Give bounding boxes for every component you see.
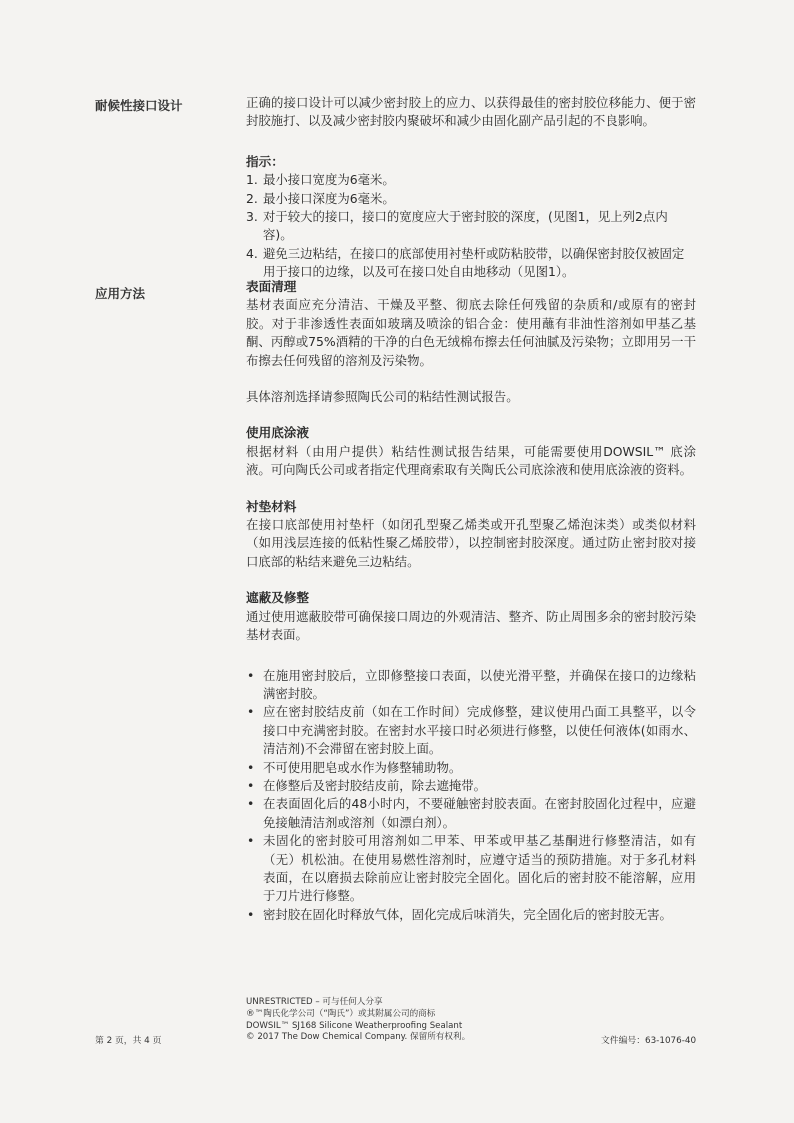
surface-cleaning-text: 基材表面应充分清洁、干燥及平整、彻底去除任何残留的杂质和/或原有的密封胶。对于非渗透性表面如玻璃及喷涂的铝合金：使用蘸有非油性溶剂如甲基乙基酮、丙醇或75%酒精的干净的白色无绒棉布擦去任何油腻及污染物；立即用另一干布擦去任何残留的溶剂及污染物。	[246, 297, 696, 368]
document-number: 文件编号：63-1076-40	[601, 1036, 697, 1046]
instruction-number: 1.	[246, 172, 258, 188]
bullet-icon: •	[247, 906, 255, 922]
backing-material-title: 衬垫材料	[246, 498, 297, 514]
masking-title: 遮蔽及修整	[246, 590, 309, 606]
bullet-icon: •	[247, 667, 255, 683]
primer-text: 根据材料（由用户提供）粘结性测试报告结果，可能需要使用DOWSIL™ 底涂液。可向陶氏公司或者指定代理商索取有关陶氏公司底涂液和使用底涂液的资料。	[246, 443, 696, 478]
list-item	[246, 777, 696, 795]
solvent-reference-text: 具体溶剂选择请参照陶氏公司的粘结性测试报告。	[246, 389, 519, 405]
list-item-text: 在施用密封胶后，立即修整接口表面，以使光滑平整，并确保在接口的边缘粘满密封胶。	[263, 667, 696, 701]
list-item	[246, 703, 696, 758]
backing-material-text: 在接口底部使用衬垫杆（如闭孔型聚乙烯类或开孔型聚乙烯泡沫类）或类似材料（如用浅层连接的低粘性聚乙烯胶带），以控制密封胶深度。通过防止密封胶对接口底部的粘结来避免三边粘结。	[246, 517, 696, 569]
instruction-text: 最小接口宽度为6毫米。	[263, 172, 395, 188]
footer-copyright: © 2017 The Dow Chemical Company. 保留所有权利。	[246, 1032, 471, 1043]
instructions-list	[246, 171, 696, 281]
instruction-item	[246, 171, 696, 189]
instruction-text: 避免三边粘结，在接口的底部使用衬垫杆或防粘胶带，以确保密封胶仅被固定用于接口的边缘，以及可在接口处自由地移动（见图1）。	[263, 245, 685, 280]
list-item-text: 密封胶在固化时释放气体，固化完成后味消失，完全固化后的密封胶无害。	[263, 906, 672, 922]
list-item	[246, 832, 696, 906]
list-item	[246, 795, 696, 832]
joint-design-intro: 正确的接口设计可以减少密封胶上的应力、以获得最佳的密封胶位移能力、便于密封胶施打、以及减少密封胶内聚破坏和减少由固化副产品引起的不良影响。	[246, 95, 696, 129]
application-method-body	[246, 278, 696, 924]
instruction-text: 最小接口深度为6毫米。	[263, 190, 395, 206]
footer-product-name: DOWSIL™ SJ168 Silicone Weatherproofing Sealant	[246, 1020, 463, 1031]
page-footer	[246, 997, 470, 1044]
bullet-icon: •	[247, 759, 255, 775]
list-item-text: 不可使用肥皂或水作为修整辅助物。	[263, 759, 462, 775]
tooling-bullet-list	[246, 667, 696, 925]
surface-cleaning-title: 表面清理	[246, 279, 297, 294]
instruction-item	[246, 245, 696, 282]
list-item	[246, 667, 696, 704]
page-number: 第 2 页，共 4 页	[95, 1036, 162, 1046]
instructions-title: 指示：	[246, 153, 284, 169]
masking-text: 通过使用遮蔽胶带可确保接口周边的外观清洁、整齐、防止周围多余的密封胶污染基材表面。	[246, 608, 696, 643]
instruction-text: 对于较大的接口，接口的宽度应大于密封胶的深度，(见图1，见上列2点内容)。	[263, 209, 668, 243]
primer-title: 使用底涂液	[246, 425, 309, 441]
instruction-number: 4.	[246, 245, 258, 261]
section-heading-joint-design: 耐候性接口设计	[95, 98, 183, 113]
footer-classification: UNRESTRICTED – 可与任何人分享	[246, 997, 383, 1007]
list-item	[246, 906, 696, 924]
instruction-item	[246, 190, 696, 208]
list-item	[246, 759, 696, 777]
instruction-number: 2.	[246, 190, 258, 206]
instruction-item	[246, 208, 696, 245]
joint-design-body	[246, 94, 696, 282]
footer-trademark: ®™陶氏化学公司（“陶氏”）或其附属公司的商标	[246, 1008, 436, 1019]
bullet-icon: •	[247, 796, 255, 812]
bullet-icon: •	[247, 704, 255, 720]
list-item-text: 未固化的密封胶可用溶剂如二甲苯、甲苯或甲基乙基酮进行修整清洁，如有（无）机松油。在使用易燃性溶剂时，应遵守适当的预防措施。对于多孔材料表面，在以磨损去除前应让密封胶完全固化。固化后的密封胶不能溶解，应用于刀片进行修整。	[263, 833, 696, 904]
list-item-text: 应在密封胶结皮前（如在工作时间）完成修整，建议使用凸面工具整平，以令接口中充满密封胶。在密封水平接口时必须进行修整，以使任何液体(如雨水、清洁剂)不会滞留在密封胶上面。	[263, 704, 696, 757]
list-item-text: 在修整后及密封胶结皮前，除去遮掩带。	[263, 777, 487, 793]
bullet-icon: •	[247, 777, 255, 793]
instruction-number: 3.	[246, 209, 258, 225]
list-item-text: 在表面固化后的48小时内，不要碰触密封胶表面。在密封胶固化过程中，应避免接触清洁剂或溶剂（如漂白剂）。	[263, 796, 696, 830]
bullet-icon: •	[247, 833, 255, 849]
section-heading-application-method: 应用方法	[95, 286, 146, 301]
